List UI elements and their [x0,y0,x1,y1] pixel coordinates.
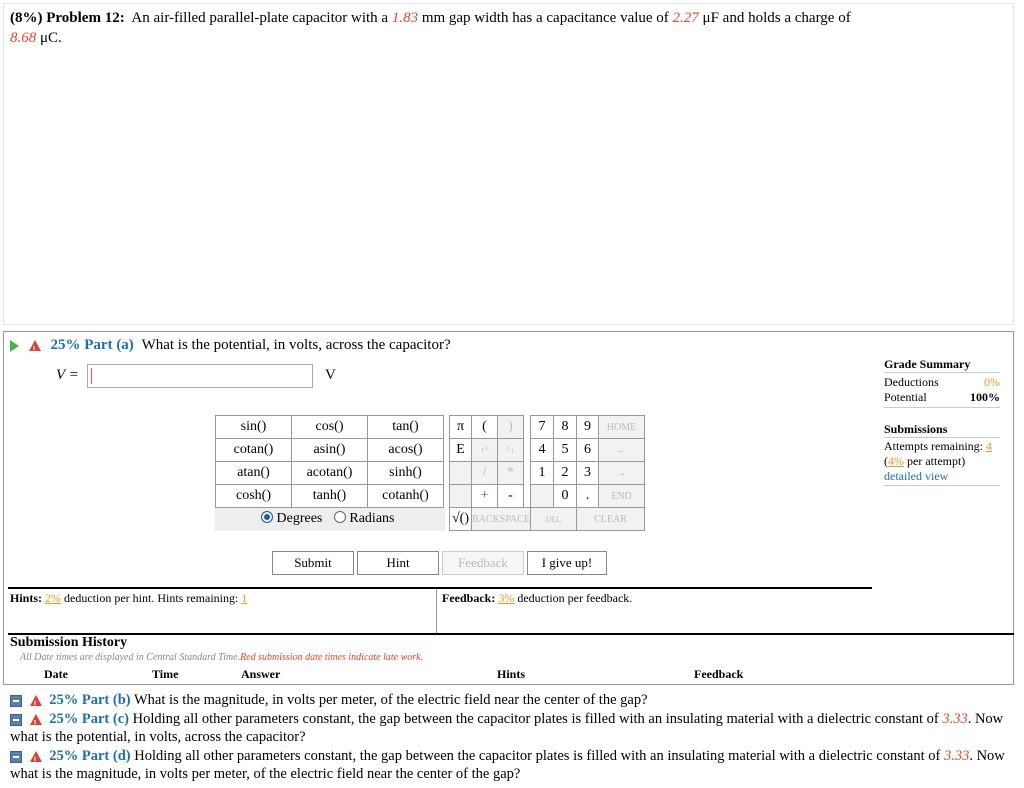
capacitance-value: 2.27 [672,10,699,26]
deductions-label: Deductions [884,375,939,389]
key-sinh[interactable]: sinh() [368,462,444,485]
degrees-radio[interactable] [261,511,273,523]
hint-button[interactable]: Hint [357,551,439,575]
problem-statement [10,8,1010,48]
grade-summary-title: Grade Summary [884,357,1000,373]
feedback-label: Feedback: [442,591,496,605]
collapse-icon[interactable] [10,751,22,763]
key-power-neg[interactable]: ^↓ [497,439,523,462]
key-lparen[interactable]: ( [472,416,498,439]
potential-label: Potential [884,390,927,404]
charge-value: 8.68 [10,30,37,46]
grade-summary: Grade Summary Deductions 0% Potential 100% Submissions Attempts remaining: 4 (4% per attempt) detailed view [884,357,1000,486]
part-a-percent: 25% Part (a) [50,337,134,353]
radians-label: Radians [349,511,395,526]
part-d-percent: 25% Part (d) [49,748,131,764]
part-d-row[interactable] [10,747,1014,783]
degrees-label: Degrees [276,511,323,526]
key-end[interactable]: END [599,485,645,508]
feedback-text: deduction per feedback. [517,591,633,605]
history-title: Submission History [10,635,128,650]
key-e[interactable]: E [450,439,472,462]
history-note [20,652,423,663]
part-c-text: Holding all other parameters constant, the gap between the capacitor plates is filled with an insulating material with a dielectric constant of [132,711,939,727]
key-cos[interactable]: cos() [292,416,368,439]
key-3[interactable]: 3 [577,462,599,485]
key-0[interactable]: 0 [554,485,577,508]
feedback-info [442,591,632,606]
key-2[interactable]: 2 [554,462,577,485]
history-note-red: Red submission date times indicate late work. [240,652,424,663]
hints-label: Hints: [10,591,43,605]
history-note-gray: All Date times are displayed in Central Standard Time. [20,652,241,663]
angle-mode-selector [215,508,445,531]
problem-label: Problem 12: [46,10,125,26]
key-asin[interactable]: asin() [292,439,368,462]
warning-icon [30,751,42,762]
collapse-icon[interactable] [10,695,22,707]
key-cosh[interactable]: cosh() [216,485,292,508]
history-col-date: Date [44,667,68,681]
problem-container [3,3,1014,325]
attempts-value: 4 [985,439,992,453]
problem-text-3: μF and holds a charge of [702,10,851,26]
part-c-text-2: . Now what is the potential, in volts, across the capacitor? [10,711,1004,745]
warning-icon [29,340,41,351]
give-up-button[interactable]: I give up! [527,551,607,575]
key-9[interactable]: 9 [577,416,599,439]
input-caret [91,368,92,384]
key-backspace[interactable]: BACKSPACE [472,508,531,531]
key-sqrt[interactable]: √() [450,508,472,531]
gap-value: 1.83 [391,10,419,26]
key-del[interactable]: DEL [531,508,577,531]
part-a-header [10,336,451,354]
hints-info [10,591,247,606]
key-minus[interactable]: - [497,485,523,508]
key-left[interactable]: ← [599,439,645,462]
key-clear[interactable]: CLEAR [577,508,645,531]
history-col-answer: Answer [241,667,281,681]
key-8[interactable]: 8 [554,416,577,439]
part-b-row[interactable] [10,691,648,709]
history-col-hints: Hints [497,667,526,681]
key-cotan[interactable]: cotan() [216,439,292,462]
hints-pct: 2% [45,591,62,605]
key-dot[interactable]: . [577,485,599,508]
key-tan[interactable]: tan() [368,416,444,439]
expand-arrow-icon[interactable] [10,340,19,352]
key-right[interactable]: → [599,462,645,485]
problem-text-2: mm gap width has a capacitance value of [421,10,669,26]
problem-text-1: An air-filled parallel-plate capacitor with a [131,10,389,26]
part-d-text-2: . Now what is the magnitude, in volts per meter, of the electric field near the center of the gap? [10,748,1005,782]
key-atan[interactable]: atan() [216,462,292,485]
feedback-button[interactable]: Feedback [442,551,524,575]
warning-icon [30,695,42,706]
key-plus[interactable]: + [472,485,498,508]
part-d-dielectric-value: 3.33 [943,748,970,764]
key-rparen[interactable]: ) [497,416,523,439]
hints-text: deduction per hint. Hints remaining: [64,591,239,605]
key-pi[interactable]: π [450,416,472,439]
key-cotanh[interactable]: cotanh() [368,485,444,508]
submit-button[interactable]: Submit [272,551,354,575]
key-power[interactable]: ↑^ [472,439,498,462]
warning-icon [30,714,42,725]
detailed-view-link[interactable]: detailed view [884,469,1000,486]
answer-label: V = [56,367,79,383]
deductions-value: 0% [984,375,1000,389]
submissions-title: Submissions [884,422,1000,438]
part-a-question: What is the potential, in volts, across the capacitor? [141,337,451,353]
hints-divider [436,589,437,633]
key-home[interactable]: HOME [599,416,645,439]
answer-unit: V [325,367,336,383]
attempts-label: Attempts remaining: [884,439,983,453]
key-multiply[interactable]: * [497,462,523,485]
part-c-percent: 25% Part (c) [49,711,129,727]
number-keypad [449,415,645,531]
key-acotan[interactable]: acotan() [292,462,368,485]
part-d-text: Holding all other parameters constant, the gap between the capacitor plates is filled with an insulating material with a dielectric constant of [134,748,941,764]
collapse-icon[interactable] [10,714,22,726]
per-attempt-pct: 4% [888,454,904,468]
key-1[interactable]: 1 [531,462,554,485]
key-divide[interactable]: / [472,462,498,485]
hints-remaining: 1 [241,591,248,605]
key-6[interactable]: 6 [577,439,599,462]
answer-input[interactable] [87,364,313,388]
history-col-feedback: Feedback [694,667,744,681]
key-acos[interactable]: acos() [368,439,444,462]
function-keypad [215,415,444,508]
part-c-dielectric-value: 3.33 [942,711,968,727]
potential-value: 100% [970,390,1000,404]
key-4[interactable]: 4 [531,439,554,462]
part-c-row[interactable] [10,710,1014,746]
part-b-text: What is the magnitude, in volts per meter, of the electric field near the center of the gap? [133,692,648,708]
key-tanh[interactable]: tanh() [292,485,368,508]
per-attempt-label: per attempt) [907,454,966,468]
key-5[interactable]: 5 [554,439,577,462]
charge-unit: μC. [40,30,62,46]
part-b-percent: 25% Part (b) [49,692,131,708]
key-7[interactable]: 7 [531,416,554,439]
feedback-pct: 3% [498,591,515,605]
problem-weight: (8%) [10,10,43,26]
key-sin[interactable]: sin() [216,416,292,439]
history-col-time: Time [152,667,179,681]
radians-radio[interactable] [334,511,346,523]
